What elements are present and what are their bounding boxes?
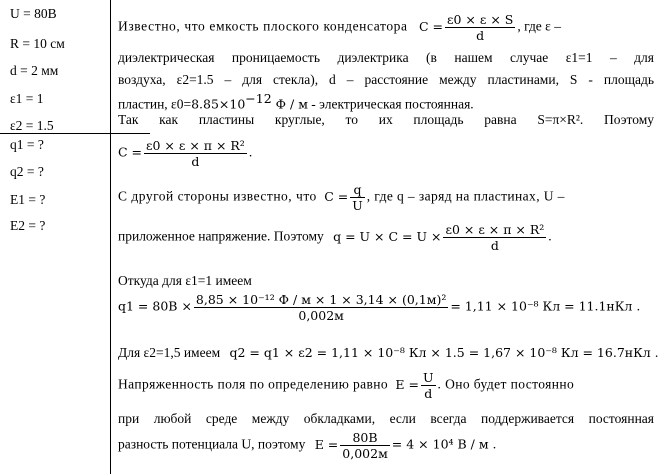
p4-formula: q1 = 80В × $\frac{\text{8,85 × 10⁻¹² Ф / м × 1 × 3,14 × (0,1м)²}}{0,002м}$ = 1,11 × 10⁻⁸ Кл = 11.1нКл . — [118, 292, 641, 323]
p2-line1: Так как пластины круглые, то их площадь равна S=π×R². Поэтому — [118, 112, 654, 127]
p6-line3: разность потенциала U, поэтому E = $\frac{80В}{0,002м}$ = 4 × 10⁴ В / м . — [118, 430, 497, 461]
p6-line1: Напряженность поля по определению равно E = $\frac{U}{d}$ . Оно будет постоянно — [118, 370, 575, 401]
p3-line1: С другой стороны известно, что C = $\frac{q}{U}$ , где q – заряд на пластинах, U – — [118, 182, 565, 213]
p1-line2: диэлектрическая проницаемость диэлектрика (в нашем случае ε1=1 – для — [118, 50, 654, 65]
p1-line3: воздуха, ε2=1.5 – для стекла), d – расстояние между пластинами, S - площадь — [118, 72, 654, 87]
unknown-q2: q2 = ? — [10, 164, 44, 179]
given-distance: d = 2 мм — [10, 63, 59, 78]
given-radius: R = 10 см — [10, 36, 65, 51]
given-eps1: ε1 = 1 — [10, 91, 44, 106]
unknown-q1: q1 = ? — [10, 137, 44, 152]
p1-line1: Известно, что емкость плоского конденсатора C = $\frac{\varepsilon 0 \times \varepsilon \times S}{d}$ , где ε – — [118, 12, 561, 43]
p4-line1: Откуда для ε1=1 имеем — [118, 273, 252, 288]
p6-line2: при любой среде между обкладками, если всегда поддерживается постоянная — [118, 411, 654, 426]
horizontal-divider — [0, 133, 150, 134]
p5-line: Для ε2=1,5 имеем q2 = q1 × ε2 = 1,11 × 10⁻⁸ Кл × 1.5 = 1,67 × 10⁻⁸ Кл = 16.7нКл . — [118, 345, 659, 360]
vertical-divider — [110, 0, 111, 474]
given-voltage: U = 80В — [10, 6, 57, 21]
p1-line4: пластин, $\varepsilon 0=8.85\times 10^{-12}$ Ф / м - электрическая постоянная. — [118, 91, 474, 112]
unknown-e1: E1 = ? — [10, 192, 46, 207]
unknown-e2: E2 = ? — [10, 218, 46, 233]
p3-line2: приложенное напряжение. Поэтому q = U × C = U × $\frac{\text{ε0 × ε × π × R²}}{d}$ . — [118, 222, 552, 253]
given-eps2: ε2 = 1.5 — [10, 118, 54, 133]
p2-formula: C = $\frac{\text{ε0 × ε × π × R²}}{d}$ . — [118, 138, 253, 169]
